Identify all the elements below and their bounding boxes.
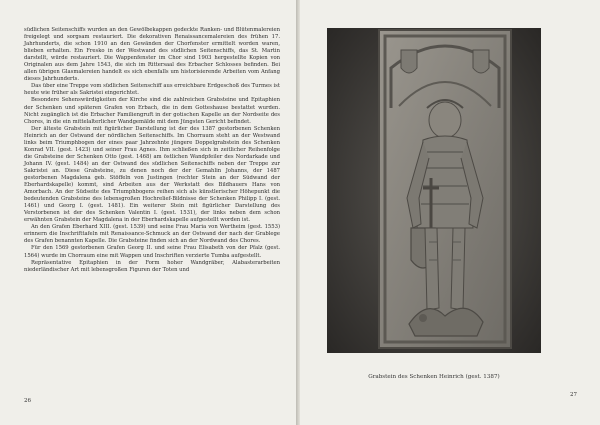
gravestone-photo (327, 28, 541, 353)
paragraph: An den Grafen Eberhard XIII. (gest. 1539) und seine Frau Maria von Wertheim (gest. 1553) erinnern die Inschrifttafeln mit Renaissance-Schmuck an der Ostwand der nach der Grablege des Grafen benannten Kapelle. Die Grabsteine finden sich an der Nordwand des Chores. (24, 224, 280, 245)
paragraph: Repräsentative Epitaphien in der Form hoher Wandgräber, Alabasterarbeiten niederländischer Art mit lebensgroßen Figuren der Toten und (24, 259, 280, 273)
paragraph: Besondere Sehenswürdigkeiten der Kirche sind die zahlreichen Grabsteine und Epitaphien der Schenken und späteren Grafen von Erbach, die in dem Gotteshause bestattet wurden. Nicht zugänglich ist die Erbacher Familiengruft in der gotischen Kapelle an der Nordseite des Chores, in die ein mittelalterlicher Wandgemälde mit dem Jüngsten Gericht befindet. (24, 97, 280, 125)
body-text (24, 27, 280, 274)
gravestone-illustration (327, 28, 541, 353)
paragraph: Der älteste Grabstein mit figürlicher Darstellung ist der des 1387 gestorbenen Schenken Heinrich an der Ostwand der nördlichen Seitenschiffs. Im Chorraum steht an der Westwand links beim Triumphbogen der eines paar Jahrzehnte jüngere Doppelgrabstein des Schenken Konrad VII. (gest. 1423) und seiner Frau Agnes. Ihm schließen sich in zeitlicher Reihenfolge die Grabsteine der Schenken Otto (gest. 1468) am östlichen Wandpfeiler des Nordarkade und Johann IV. (gest. 1484) an der Ostwand des südlichen Seitenschiffs neben der Treppe zur Sakristei an. Diese Grabsteine, zu denen noch der der Gemahlin Johanns, der 1487 gestorbenen Magdalena geb. Stöffeln von Justingen (rechter Stein an der Südwand der Eberhardskapelle) kommt, sind Arbeiten aus der Werkstatt des Bildhauers Hans von Amorbach. An der Südseite des Triumphbogens reihen sich als künstlerischer Höhepunkt die bedeutenden Grabsteine des lebensgroßen Hochrelief-Bildnisse der Schenken Philipp I. (gest. 1461) und Georg I. (gest. 1481). Ein weiterer Stein mit figürlicher Darstellung des Verstorbenen ist der des Schenken Valentin I. (gest. 1531), der links neben dem schon erwähnten Grabstein der Magdalena in der Eberhardskapelle aufgestellt worden ist. (24, 125, 280, 224)
paragraph: Das über eine Treppe vom südlichen Seitenschiff aus erreichbare Erdgeschoß des Turmes ist heute wie früher als Sakristei eingerichtet. (24, 83, 280, 97)
page-number-right: 27 (570, 392, 577, 398)
left-page (0, 0, 297, 425)
page-number-left: 26 (24, 398, 31, 404)
paragraph: Für den 1569 gestorbenen Grafen Georg II. und seine Frau Elisabeth von der Pfalz (gest. 1564) wurde im Chorraum eine mit Wappen und Inschriften verzierte Tumba aufgestellt. (24, 245, 280, 259)
photo-caption: Grabstein des Schenken Heinrich (gest. 1387) (368, 374, 500, 380)
paragraph: südlichen Seitenschiffs wurden an den Gewölbekappen gedeckte Ranken- und Blütenmalereien freigelegt und sorgsam restauriert. Die dekorativen Renaissancemalereien des frühen 17. Jahrhunderts, die schon 1910 an den Gewänden der Chorfenster ermittelt worden waren, blieben erhalten. Ein Fresko in der Westwand des südlichen Seitenschiffs, das St. Martin darstellt, würde restauriert. Die Wappenfenster im Chor sind 1903 hergestellte Kopien von Originalen aus dem Jahre 1543, die sich im Rittersaal des Erbacher Schlosses befinden. Bei allen übrigen Glasmalereien handelt es sich ebenfalls um historisierende Arbeiten vom Anfang dieses Jahrhunderts. (24, 27, 280, 83)
